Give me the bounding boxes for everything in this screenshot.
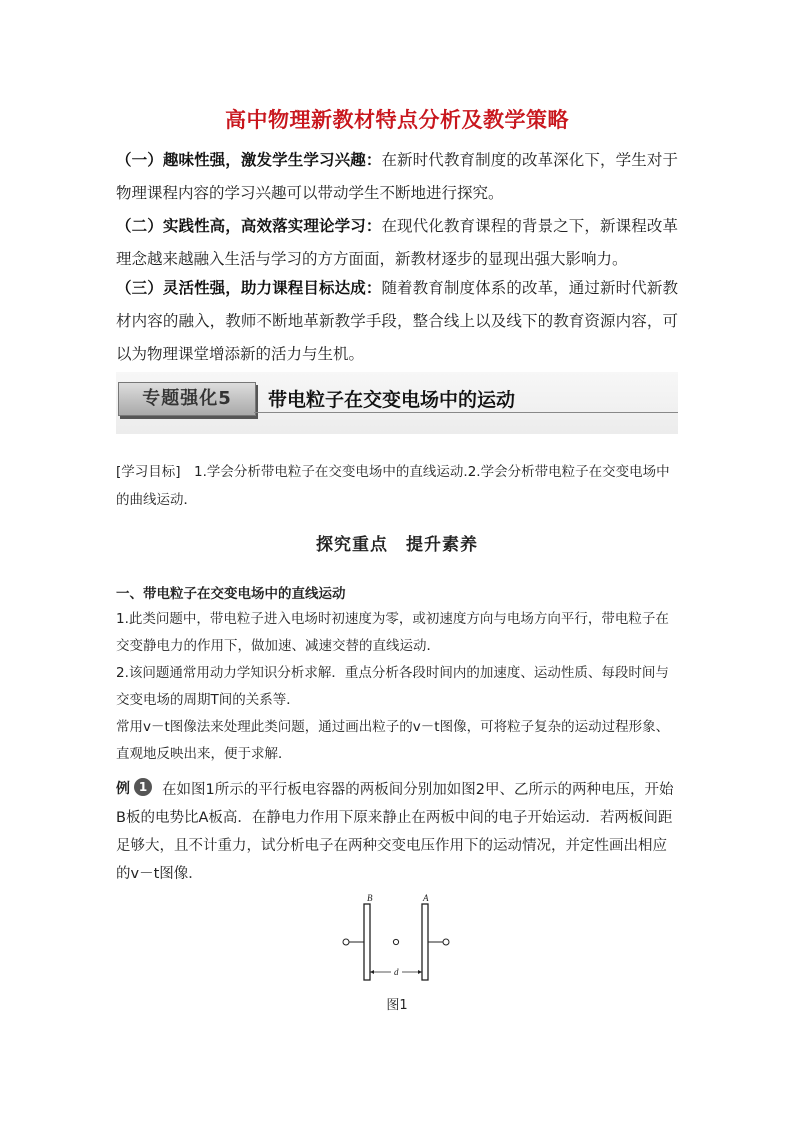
learning-objectives: [学习目标] 1.学会分析带电粒子在交变电场中的直线运动.2.学会分析带电粒子在交变电场中的曲线运动． [116, 464, 670, 508]
example-number-badge: 1 [134, 778, 152, 796]
example-body: 在如图1所示的平行板电容器的两板间分别加如图2甲、乙所示的两种电压，开始B板的电势比A板高．在静电力作用下原来静止在两板中间的电子开始运动．若两板间距足够大，且不计重力，试分析电子在两种交变电压作用下的运动情况，并定性画出相应的v－t图像． [116, 782, 674, 882]
section-heading: 探究重点 提升素养 [316, 535, 478, 555]
terminal-right [443, 939, 449, 945]
intro-lead-1: （一）趣味性强，激发学生学习兴趣： [116, 151, 382, 169]
plate-a [422, 904, 428, 980]
topic-banner [116, 372, 678, 434]
example-label: 例 [116, 781, 130, 797]
point-3: 常用v－t图像法来处理此类问题，通过画出粒子的v－t图像，可将粒子复杂的运动过程形象、直观地反映出来，便于求解． [116, 719, 670, 762]
intro-text-1: 在新时代教育制度的改革深化下，学生对于物理课程内容的学习兴趣可以带动学生不断地进行探究。 [116, 151, 678, 202]
capacitor-figure [336, 892, 458, 988]
terminal-left [343, 939, 349, 945]
banner-underline [254, 412, 678, 413]
intro-paragraph-1 [116, 144, 678, 210]
label-a: A [423, 893, 429, 903]
intro-paragraph-3 [116, 272, 678, 371]
plate-b [364, 904, 370, 980]
intro-paragraph-2 [116, 210, 678, 276]
label-b: B [367, 893, 373, 903]
intro-text-2: 在现代化教育课程的背景之下，新课程改革理念越来越融入生活与学习的方方面面，新教材逐步的显现出强大影响力。 [116, 217, 678, 268]
electron [393, 939, 398, 944]
topic-title: 带电粒子在交变电场中的运动 [268, 389, 516, 411]
label-d: d [394, 967, 399, 977]
intro-lead-3: （三）灵活性强，助力课程目标达成： [116, 279, 382, 297]
figure-caption: 图1 [386, 998, 408, 1013]
topic-tab-label: 专题强化5 [142, 388, 232, 409]
subsection-heading: 一、带电粒子在交变电场中的直线运动 [116, 586, 346, 602]
intro-text-3: 随着教育制度体系的改革，通过新时代新教材内容的融入，教师不断地革新教学手段，整合线上以及线下的教育资源内容，可以为物理课堂增添新的活力与生机。 [116, 279, 678, 363]
topic-tab [118, 382, 256, 416]
point-1: 1.此类问题中，带电粒子进入电场时初速度为零，或初速度方向与电场方向平行，带电粒子在交变静电力的作用下，做加速、减速交替的直线运动． [116, 611, 669, 654]
example-text [116, 776, 678, 888]
intro-lead-2: （二）实践性高，高效落实理论学习： [116, 217, 382, 235]
page-title: 高中物理新教材特点分析及教学策略 [225, 108, 569, 132]
point-2: 2.该问题通常用动力学知识分析求解．重点分析各段时间内的加速度、运动性质、每段时间与交变电场的周期T间的关系等． [116, 665, 669, 708]
